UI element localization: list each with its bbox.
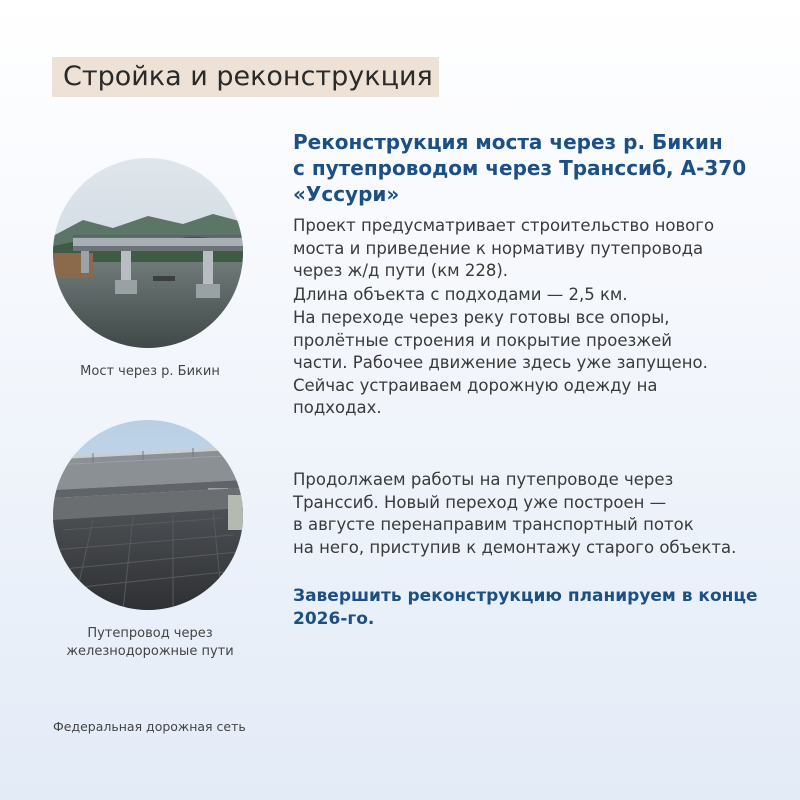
project-length: Длина объекта с подходами — 2,5 км. [293, 285, 628, 304]
footer-source: Федеральная дорожная сеть [53, 719, 246, 734]
bridge-photo-caption: Мост через р. Бикин [80, 364, 220, 379]
bridge-status: На переходе через реку готовы все опоры, пролётные строения и покрытие проезжей части. Рабочее движение здесь уже запущено. Сейчас устраиваем дорожную одежду на подходах. [293, 308, 708, 417]
project-description: Проект предусматривает строительство нового моста и приведение к нормативу путепровода через ж/д пути (км 228). [293, 216, 715, 280]
overpass-status: Продолжаем работы на путепроводе через Транссиб. Новый переход уже построен — в августе перенаправим транспортный поток на него, приступив к демонтажу старого объекта. [293, 470, 737, 557]
project-title: Реконструкция моста через р. Бикин с путепроводом через Транссиб, А-370 «Уссури» [293, 130, 747, 206]
section-title: Стройка и реконструкция [52, 57, 439, 97]
completion-plan: Завершить реконструкцию планируем в конце 2026-го. [293, 586, 758, 629]
overpass-photo [53, 420, 243, 610]
bridge-photo [53, 158, 243, 348]
overpass-photo-caption: Путепровод через железнодорожные пути [66, 626, 234, 659]
